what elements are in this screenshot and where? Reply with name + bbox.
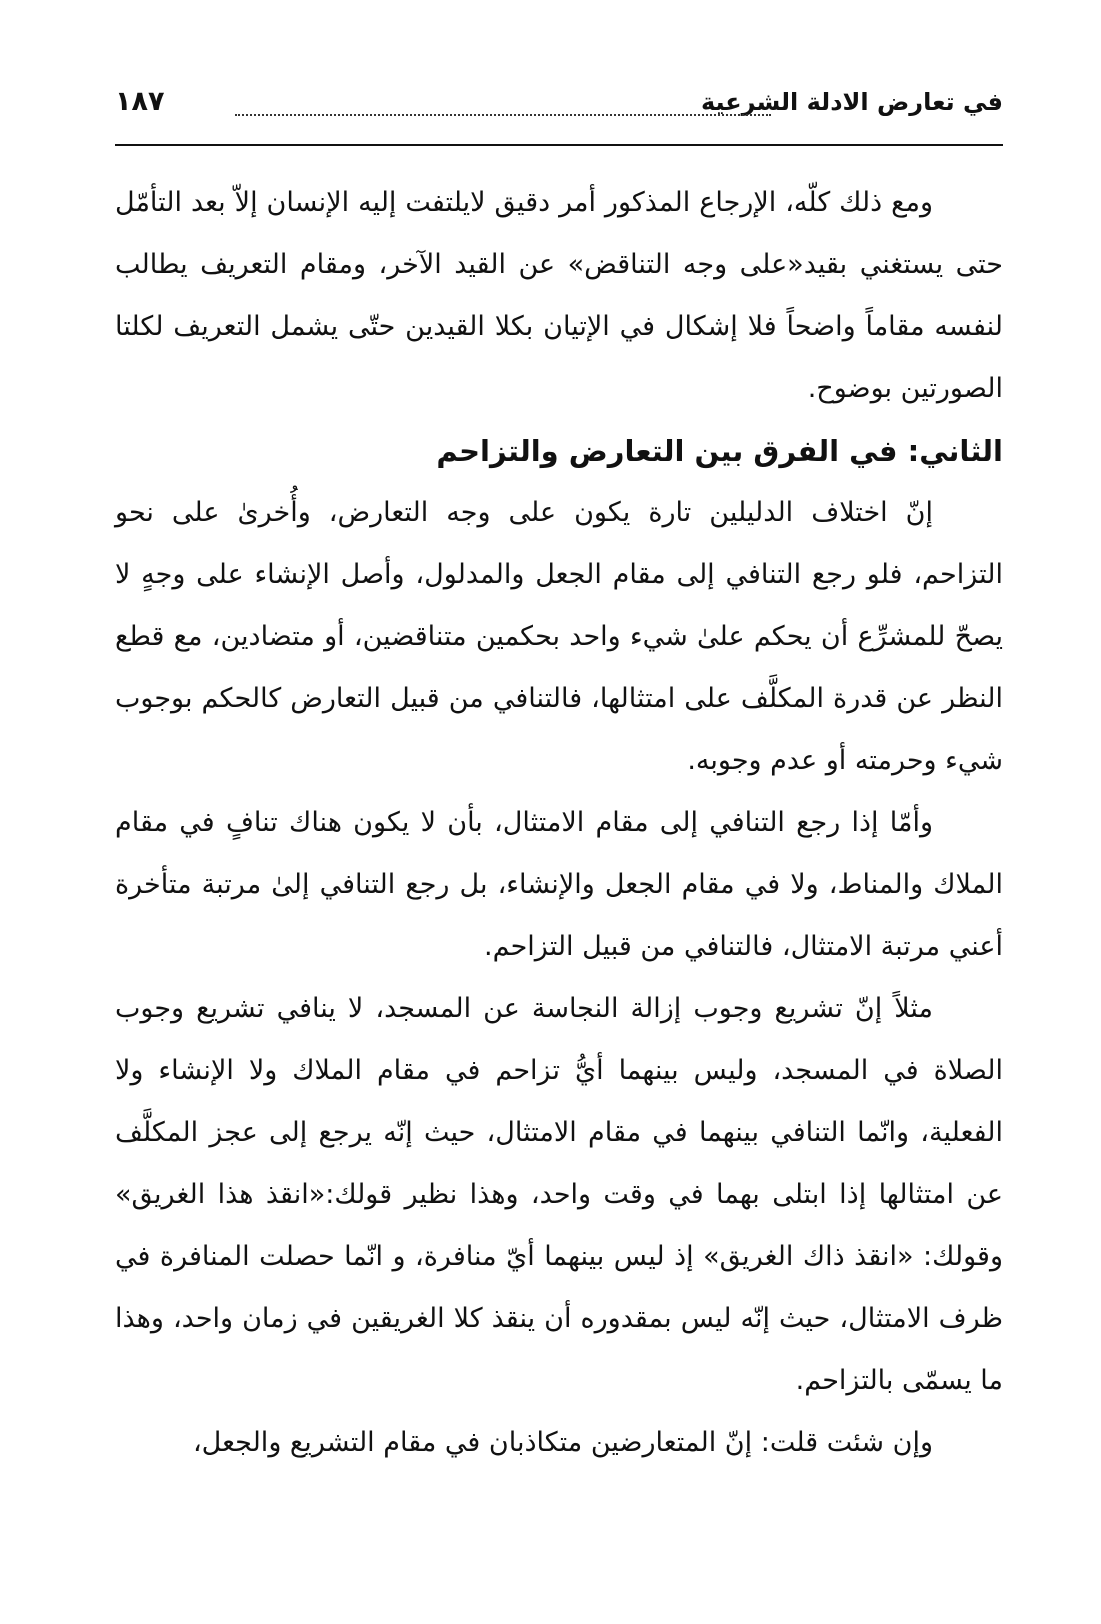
header-divider bbox=[115, 144, 1003, 146]
body-text bbox=[115, 172, 1003, 1474]
paragraph-2: إنّ اختلاف الدليلين تارة يكون على وجه التعارض، وأُخرىٰ على نحو التزاحم، فلو رجع التنافي إلى مقام الجعل والمدلول، وأصل الإنشاء على وجهٍ لا يصحّ للمشرِّع أن يحكم علىٰ شيء واحد بحكمين متناقضين، أو متضادين، مع قطع النظر عن قدرة المكلَّف على امتثالها، فالتنافي من قبيل التعارض كالحكم بوجوب شيء وحرمته أو عدم وجوبه. bbox=[115, 497, 1003, 776]
page-header bbox=[115, 86, 1003, 130]
section-heading: الثاني: في الفرق بين التعارض والتزاحم bbox=[436, 434, 1003, 468]
paragraph-5: وإن شئت قلت: إنّ المتعارضين متكاذبان في مقام التشريع والجعل، bbox=[192, 1427, 933, 1458]
running-title: في تعارض الادلة الشرعية bbox=[700, 88, 1003, 116]
leader-dots bbox=[235, 114, 771, 116]
paragraph-4: مثلاً إنّ تشريع وجوب إزالة النجاسة عن المسجد، لا ينافي تشريع وجوب الصلاة في المسجد، وليس بينهما أيُّ تزاحم في مقام الملاك ولا الإنشاء ولا الفعلية، وانّما التنافي بينهما في مقام الامتثال، حيث إنّه يرجع إلى عجز المكلَّف عن امتثالها إذا ابتلى بهما في وقت واحد، وهذا نظير قولك:«انقذ هذا الغريق» وقولك: «انقذ ذاك الغريق» إذ ليس بينهما أيّ منافرة، و انّما حصلت المنافرة في ظرف الامتثال، حيث إنّه ليس بمقدوره أن ينقذ كلا الغريقين في زمان واحد، وهذا ما يسمّى بالتزاحم. bbox=[115, 993, 1003, 1396]
paragraph-3: وأمّا إذا رجع التنافي إلى مقام الامتثال، بأن لا يكون هناك تنافٍ في مقام الملاك والمناط، ولا في مقام الجعل والإنشاء، بل رجع التنافي إلىٰ مرتبة متأخرة أعني مرتبة الامتثال، فالتنافي من قبيل التزاحم. bbox=[115, 807, 1003, 962]
paragraph-1: ومع ذلك كلّه، الإرجاع المذكور أمر دقيق لايلتفت إليه الإنسان إلاّ بعد التأمّل حتى يستغني بقيد«على وجه التناقض» عن القيد الآخر، ومقام التعريف يطالب لنفسه مقاماً واضحاً فلا إشكال في الإتيان بكلا القيدين حتّى يشمل التعريف لكلتا الصورتين بوضوح. bbox=[115, 187, 1003, 404]
page-number: ١٨٧ bbox=[115, 86, 165, 117]
